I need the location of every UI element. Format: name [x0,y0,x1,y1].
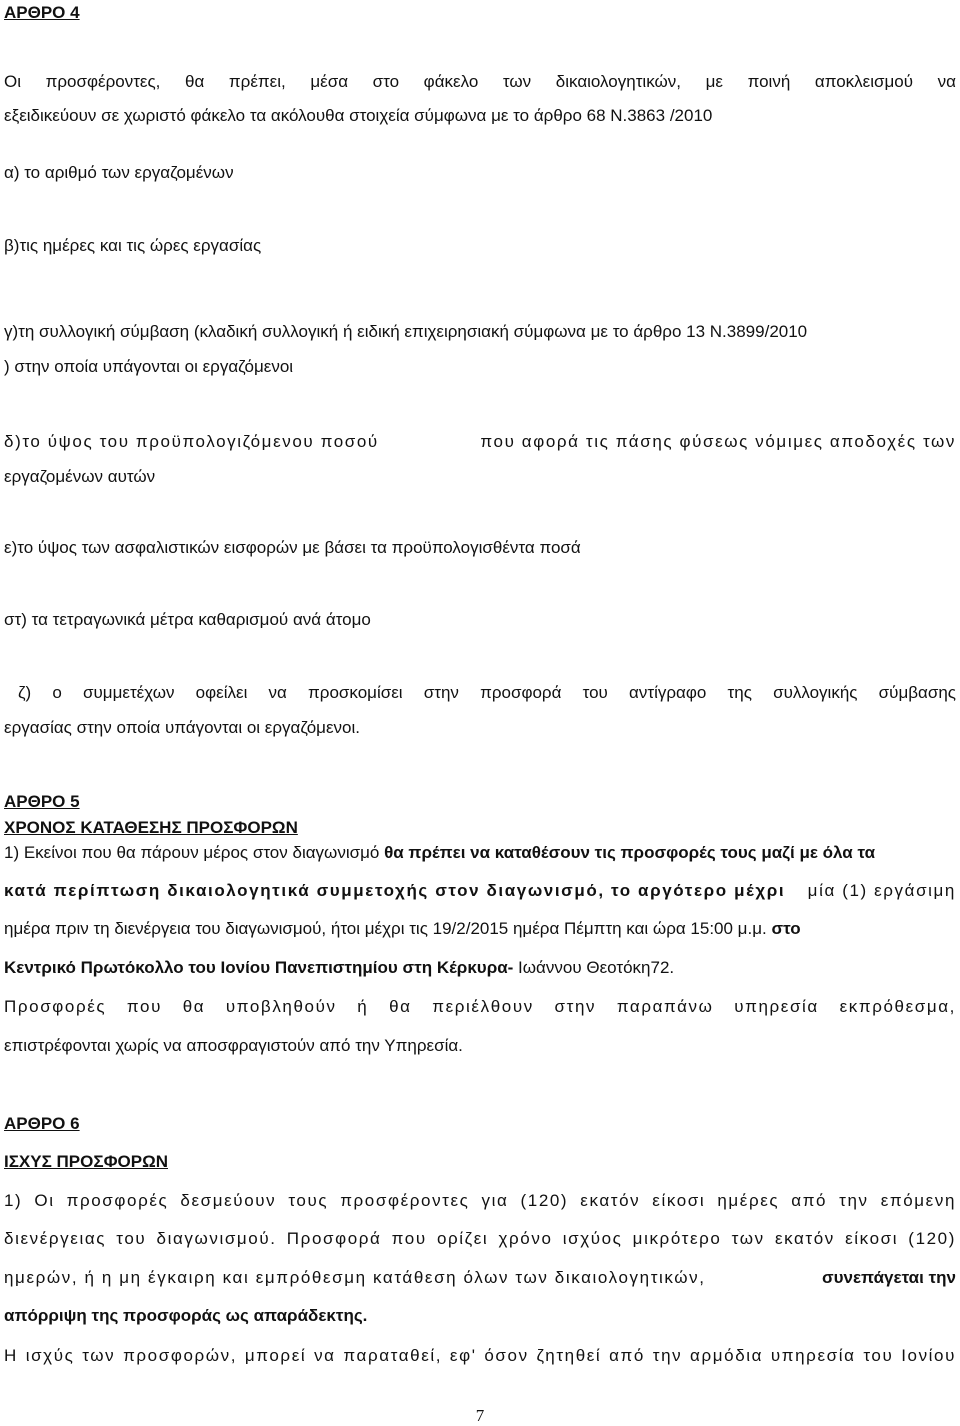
art5-p2-line-1: Προσφορές που θα υποβληθούν ή θα περιέλθουν στην παραπάνω υπηρεσία εκπρόθεσμα, [4,997,956,1016]
art5-p1-line-1-normal: 1) Εκείνοι που θα πάρουν μέρος στον διαγωνισμό [4,843,385,862]
art4-item-d-part-2: που αφορά τις πάσης φύσεως νόμιμες αποδοχές των [480,432,956,451]
art6-p1-line-3-bold: συνεπάγεται την [822,1268,956,1287]
art6-p1-line-4: απόρριψη της προσφοράς ως απαράδεκτης. [4,1306,368,1325]
art4-item-z-line-1: ζ) ο συμμετέχων οφείλει να προσκομίσει στην προσφορά του αντίγραφο της συλλογικής σύμβασης [18,683,956,702]
art4-item-d-part-1: δ)το ύψος του προϋπολογιζόμενου ποσού [4,432,379,451]
art4-item-st: στ) τα τετραγωνικά μέτρα καθαρισμού ανά άτομο [4,610,371,629]
art6-p1-line-2: διενέργειας του διαγωνισμού. Προσφορά που ορίζει χρόνο ισχύος μικρότερο των εκατόν είκοσι (120) [4,1229,956,1248]
art5-p1-line-4 [4,957,956,979]
art6-p2-line-1: Η ισχύς των προσφορών, μπορεί να παραταθεί, εφ' όσον ζητηθεί από την αρμόδια υπηρεσία του Ιονίου [4,1346,956,1365]
art4-item-c-line-2: ) στην οποία υπάγονται οι εργαζόμενοι [4,357,294,376]
art5-p1-line-4-normal: Ιωάννου Θεοτόκη72. [513,958,675,977]
art4-intro-line-2: εξειδικεύουν σε χωριστό φάκελο τα ακόλουθα στοιχεία σύμφωνα με το άρθρο 68 Ν.3863 /2010 [4,106,713,125]
art4-item-d-line-2: εργαζομένων αυτών [4,467,156,486]
art5-p2-line-2: επιστρέφονται χωρίς να αποσφραγιστούν από την Υπηρεσία. [4,1036,463,1055]
article-5-heading: ΑΡΘΡΟ 5 [4,792,80,811]
article-6-subheading: ΙΣΧΥΣ ΠΡΟΣΦΟΡΩΝ [4,1152,168,1171]
art5-p1-line-2-bold: κατά περίπτωση δικαιολογητικά συμμετοχής στον διαγωνισμό, το αργότερο μέχρι [4,881,786,900]
art6-p1-line-3-normal: ημερών, ή η μη έγκαιρη και εμπρόθεσμη κατάθεση όλων των δικαιολογητικών, [4,1268,706,1287]
art5-p1-line-3-normal: ημέρα πριν τη διενέργεια του διαγωνισμού, ήτοι μέχρι τις 19/2/2015 ημέρα Πέμπτη και ώρα 15:00 μ.μ. [4,919,772,938]
art5-p1-line-1-bold: θα πρέπει να καταθέσουν τις προσφορές τους μαζί με όλα τα [384,843,876,862]
art4-item-b: β)τις ημέρες και τις ώρες εργασίας [4,236,262,255]
art5-p1-line-2-normal: μία (1) εργάσιμη [807,881,956,900]
art5-p1-line-3 [4,918,956,940]
art5-p1-line-3-bold: στο [771,919,801,938]
art5-p1-line-1 [4,842,956,864]
page-number: 7 [475,1406,485,1425]
art4-item-e: ε)το ύψος των ασφαλιστικών εισφορών με βάσει τα προϋπολογισθέντα ποσά [4,538,581,557]
art5-p1-line-2 [4,880,956,902]
art4-intro-line-1: Οι προσφέροντες, θα πρέπει, μέσα στο φάκελο των δικαιολογητικών, με ποινή αποκλεισμού να [4,72,956,91]
art4-item-a: α) το αριθμό των εργαζομένων [4,163,234,182]
art4-item-d-line-1 [4,431,956,453]
article-4-heading: ΑΡΘΡΟ 4 [4,3,80,22]
art4-item-c-line-1: γ)τη συλλογική σύμβαση (κλαδική συλλογική ή ειδική επιχειρησιακή σύμφωνα με το άρθρο 13 Ν.3899/2010 [4,322,808,341]
art6-p1-line-1: 1) Οι προσφορές δεσμεύουν τους προσφέροντες για (120) εκατόν είκοσι ημέρες από την επόμενη [4,1191,956,1210]
art6-p1-line-3 [4,1267,956,1289]
art4-item-z-line-2: εργασίας στην οποία υπάγονται οι εργαζόμενοι. [4,718,361,737]
article-6-heading: ΑΡΘΡΟ 6 [4,1114,80,1133]
article-5-subheading: ΧΡΟΝΟΣ ΚΑΤΑΘΕΣΗΣ ΠΡΟΣΦΟΡΩΝ [4,818,298,837]
art5-p1-line-4-bold: Κεντρικό Πρωτόκολλο του Ιονίου Πανεπιστημίου στη Κέρκυρα- [4,958,514,977]
